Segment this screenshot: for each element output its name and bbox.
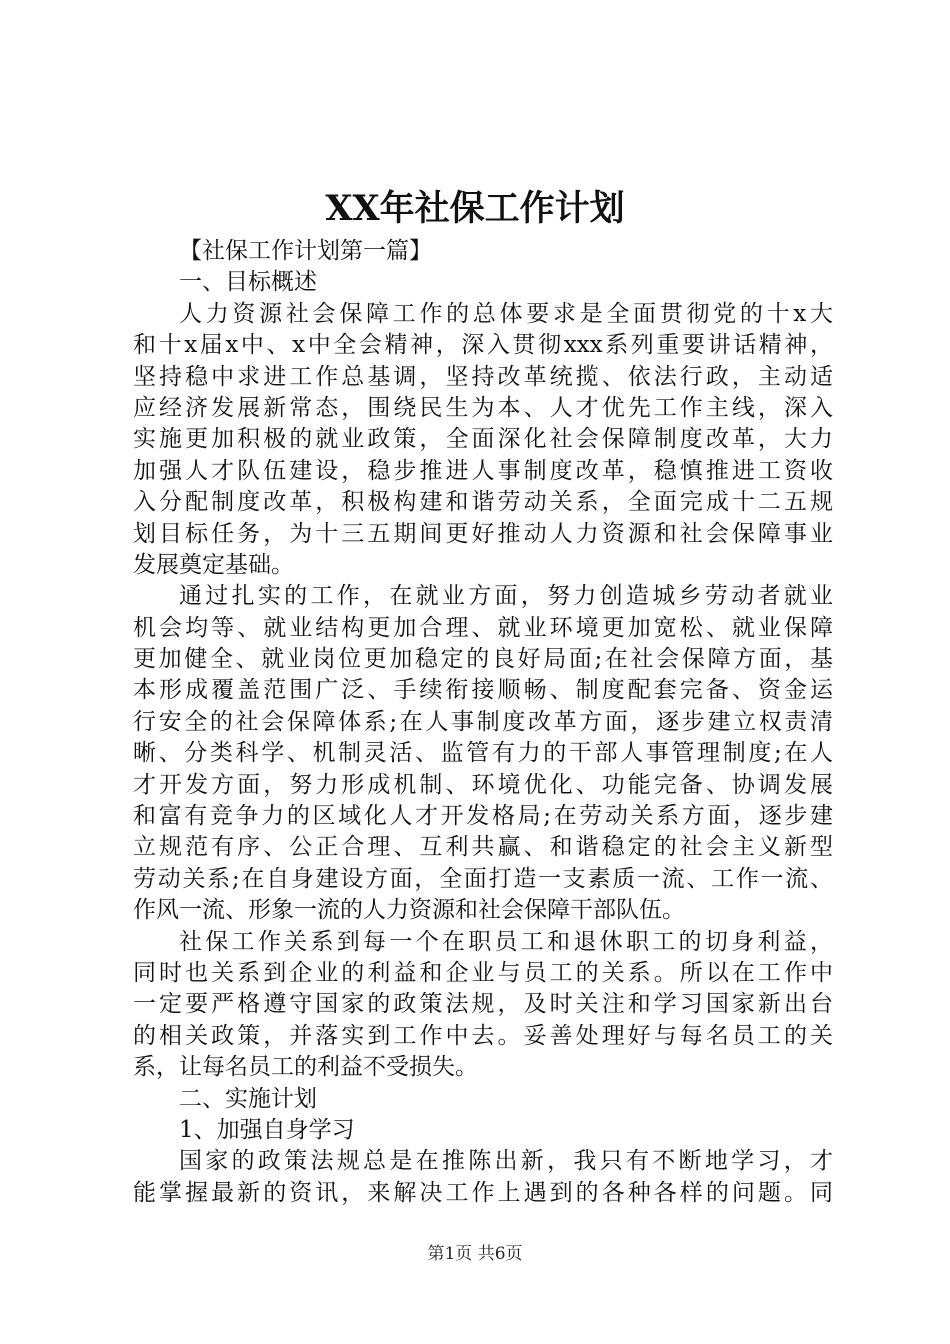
paragraph-line: 劳动关系;在自身建设方面，全面打造一支素质一流、工作一流、	[133, 865, 833, 892]
paragraph-line: 本形成覆盖范围广泛、手续衔接顺畅、制度配套完备、资金运	[133, 677, 833, 704]
paragraph-line: 入分配制度改革，积极构建和谐劳动关系，全面完成十二五规	[133, 489, 833, 516]
paragraph-line: 国家的政策法规总是在推陈出新，我只有不断地学习，才	[179, 1148, 833, 1175]
paragraph-line: 机会均等、就业结构更加合理、就业环境更加宽松、就业保障	[133, 614, 833, 641]
paragraph-line: 实施更加积极的就业政策，全面深化社会保障制度改革，大力	[133, 426, 833, 453]
paragraph-line: 坚持稳中求进工作总基调，坚持改革统揽、依法行政，主动适	[133, 363, 833, 390]
paragraph-line: 和富有竞争力的区域化人才开发格局;在劳动关系方面，逐步建	[133, 803, 833, 830]
subsection-heading: 二、实施计划	[179, 1085, 317, 1112]
paragraph-line: 划目标任务，为十三五期间更好推动人力资源和社会保障事业	[133, 520, 833, 547]
section-heading: 【社保工作计划第一篇】	[179, 238, 432, 264]
paragraph-line: 立规范有序、公正合理、互利共赢、和谐稳定的社会主义新型	[133, 834, 833, 861]
paragraph-line: 才开发方面，努力形成机制、环境优化、功能完备、协调发展	[133, 771, 833, 798]
paragraph-line: 的相关政策，并落实到工作中去。妥善处理好与每名员工的关	[133, 1022, 833, 1049]
subsection-heading: 1、加强自身学习	[179, 1116, 355, 1143]
paragraph-line: 发展奠定基础。	[133, 551, 294, 578]
paragraph-line: 和十x届x中、x中全会精神，深入贯彻xxx系列重要讲话精神，	[133, 332, 833, 359]
paragraph-line: 更加健全、就业岗位更加稳定的良好局面;在社会保障方面，基	[133, 646, 833, 673]
subsection-heading: 一、目标概述	[179, 269, 317, 296]
paragraph-line: 系，让每名员工的利益不受损失。	[133, 1054, 478, 1081]
document-title: XX年社保工作计划	[325, 188, 625, 229]
page-footer: 第1页 共6页	[427, 1244, 523, 1264]
paragraph-line: 行安全的社会保障体系;在人事制度改革方面，逐步建立权责清	[133, 708, 833, 735]
paragraph-line: 一定要严格遵守国家的政策法规，及时关注和学习国家新出台	[133, 991, 833, 1018]
paragraph-line: 作风一流、形象一流的人力资源和社会保障干部队伍。	[133, 897, 685, 924]
document-body	[133, 236, 833, 1209]
paragraph-line: 应经济发展新常态，围绕民生为本、人才优先工作主线，深入	[133, 394, 833, 421]
paragraph-line: 晰、分类科学、机制灵活、监管有力的干部人事管理制度;在人	[133, 740, 833, 767]
paragraph-line: 同时也关系到企业的利益和企业与员工的关系。所以在工作中	[133, 959, 833, 986]
paragraph-line: 通过扎实的工作，在就业方面，努力创造城乡劳动者就业	[179, 583, 833, 610]
paragraph-line: 能掌握最新的资讯，来解决工作上遇到的各种各样的问题。同	[133, 1179, 833, 1206]
paragraph-line: 加强人才队伍建设，稳步推进人事制度改革，稳慎推进工资收	[133, 457, 833, 484]
paragraph-line: 人力资源社会保障工作的总体要求是全面贯彻党的十x大	[179, 300, 833, 327]
paragraph-line: 社保工作关系到每一个在职员工和退休职工的切身利益，	[179, 928, 833, 955]
